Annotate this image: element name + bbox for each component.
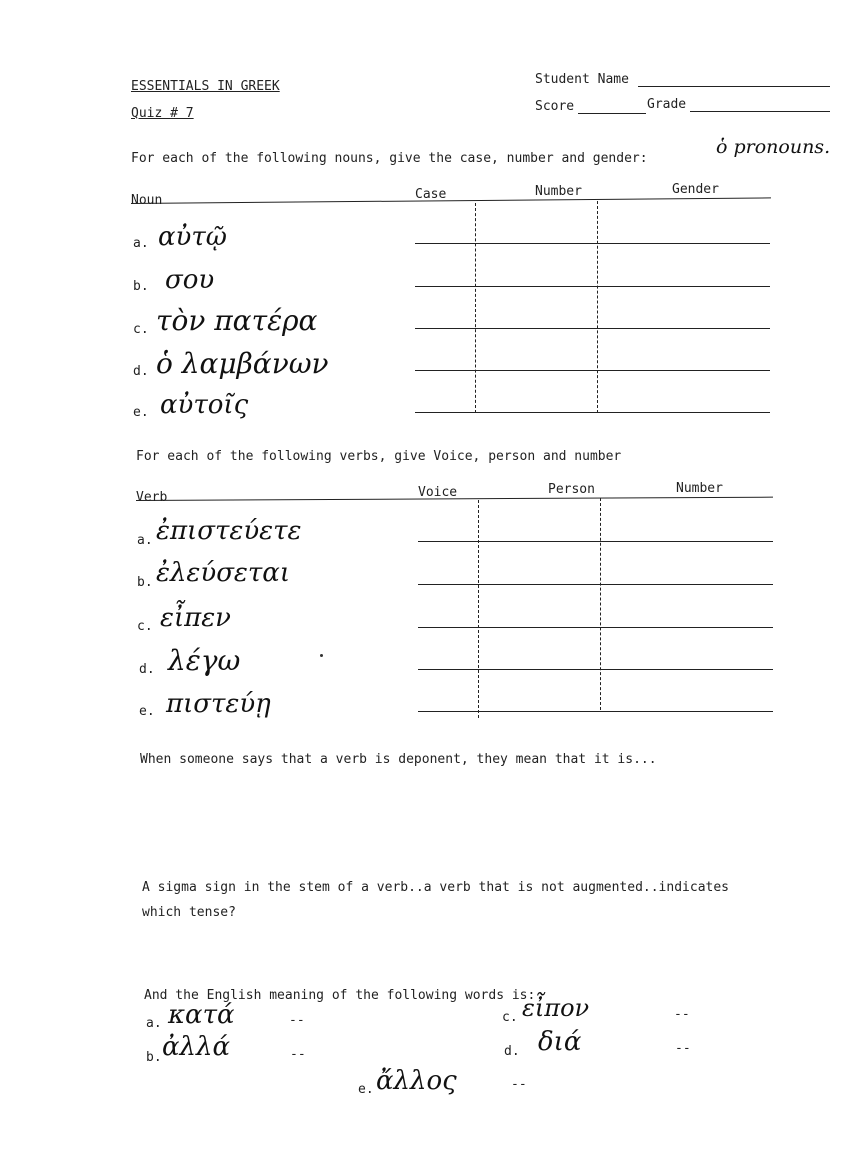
nouns-instruction: For each of the following nouns, give the case, number and gender: bbox=[131, 151, 648, 166]
sigma-question-line1: A sigma sign in the stem of a verb..a verb that is not augmented..indicates bbox=[142, 880, 729, 895]
meaning-b-dash: -- bbox=[290, 1047, 306, 1062]
noun-c-answer-line[interactable] bbox=[415, 328, 770, 329]
student-name-field[interactable] bbox=[638, 86, 830, 87]
meaning-d-word: διά bbox=[538, 1027, 582, 1057]
verb-a-answer-line[interactable] bbox=[418, 541, 773, 542]
noun-d-word: ὁ λαμβάνων bbox=[156, 347, 329, 380]
verb-b-answer-line[interactable] bbox=[418, 584, 773, 585]
noun-e-letter: e. bbox=[133, 405, 149, 420]
nouns-divider-1 bbox=[475, 203, 476, 413]
verb-e-letter: e. bbox=[139, 704, 155, 719]
verb-b-letter: b. bbox=[137, 575, 153, 590]
noun-e-answer-line[interactable] bbox=[415, 412, 770, 413]
meaning-c-dash: -- bbox=[674, 1007, 690, 1022]
verbs-divider-2 bbox=[600, 498, 601, 710]
verb-a-word: ἐπιστεύετε bbox=[156, 516, 302, 546]
person-col-header: Person bbox=[548, 482, 595, 497]
number-col-header: Number bbox=[535, 184, 582, 199]
meaning-c-letter: c. bbox=[502, 1010, 518, 1025]
noun-b-answer-line[interactable] bbox=[415, 286, 770, 287]
verbs-instruction: For each of the following verbs, give Voice, person and number bbox=[136, 449, 622, 464]
verb-b-word: ἐλεύσεται bbox=[156, 558, 291, 588]
noun-e-word: αὐτοῖς bbox=[160, 390, 249, 420]
noun-b-word: σου bbox=[165, 265, 215, 295]
meaning-e-dash: -- bbox=[511, 1077, 527, 1092]
case-col-header: Case bbox=[415, 187, 447, 202]
noun-d-letter: d. bbox=[133, 364, 149, 379]
meaning-b-letter: b. bbox=[146, 1050, 162, 1065]
meaning-c-word: εἶπον bbox=[522, 994, 590, 1022]
score-label: Score bbox=[535, 99, 575, 114]
grade-label: Grade bbox=[647, 97, 687, 112]
meaning-e-letter: e. bbox=[358, 1082, 374, 1097]
meaning-d-dash: -- bbox=[675, 1041, 691, 1056]
meaning-instruction: And the English meaning of the following words is: bbox=[144, 988, 536, 1003]
grade-field[interactable] bbox=[690, 111, 830, 112]
meaning-a-word: κατά bbox=[168, 1000, 235, 1030]
number2-col-header: Number bbox=[676, 481, 723, 496]
verb-d-word: λέγω bbox=[168, 644, 241, 677]
verb-c-answer-line[interactable] bbox=[418, 627, 773, 628]
noun-a-letter: a. bbox=[133, 236, 149, 251]
noun-a-word: αὐτῷ bbox=[158, 222, 227, 252]
student-name-label: Student Name bbox=[535, 72, 629, 87]
quiz-number: Quiz # 7 bbox=[131, 106, 194, 121]
meaning-d-letter: d. bbox=[504, 1044, 520, 1059]
verb-e-answer-line[interactable] bbox=[418, 711, 773, 712]
voice-col-header: Voice bbox=[418, 485, 458, 500]
meaning-a-letter: a. bbox=[146, 1016, 162, 1031]
meaning-e-word: ἄλλος bbox=[376, 1066, 457, 1096]
noun-a-answer-line[interactable] bbox=[415, 243, 770, 244]
sigma-question-line2: which tense? bbox=[142, 905, 236, 920]
nouns-divider-2 bbox=[597, 201, 598, 413]
verb-e-word: πιστεύῃ bbox=[166, 689, 271, 719]
noun-col-header: Noun bbox=[131, 193, 163, 208]
handwritten-note: ὁ pronouns. bbox=[716, 136, 831, 158]
deponent-question: When someone says that a verb is deponent, they mean that it is... bbox=[140, 752, 657, 767]
gender-col-header: Gender bbox=[672, 182, 719, 197]
verb-c-letter: c. bbox=[137, 619, 153, 634]
meaning-b-word: ἀλλά bbox=[162, 1032, 231, 1062]
noun-b-letter: b. bbox=[133, 279, 149, 294]
noun-c-letter: c. bbox=[133, 322, 149, 337]
stray-mark bbox=[320, 654, 323, 657]
verb-d-letter: d. bbox=[139, 662, 155, 677]
verb-a-letter: a. bbox=[137, 533, 153, 548]
verb-d-answer-line[interactable] bbox=[418, 669, 773, 670]
noun-d-answer-line[interactable] bbox=[415, 370, 770, 371]
verbs-divider-1 bbox=[478, 500, 479, 718]
course-title: ESSENTIALS IN GREEK bbox=[131, 79, 280, 94]
score-field[interactable] bbox=[578, 113, 646, 114]
meaning-a-dash: -- bbox=[289, 1013, 305, 1028]
verb-c-word: εἶπεν bbox=[160, 603, 231, 633]
verb-col-header: Verb bbox=[136, 490, 168, 505]
noun-c-word: τὸν πατέρα bbox=[156, 304, 318, 337]
nouns-header-rule bbox=[131, 197, 771, 204]
